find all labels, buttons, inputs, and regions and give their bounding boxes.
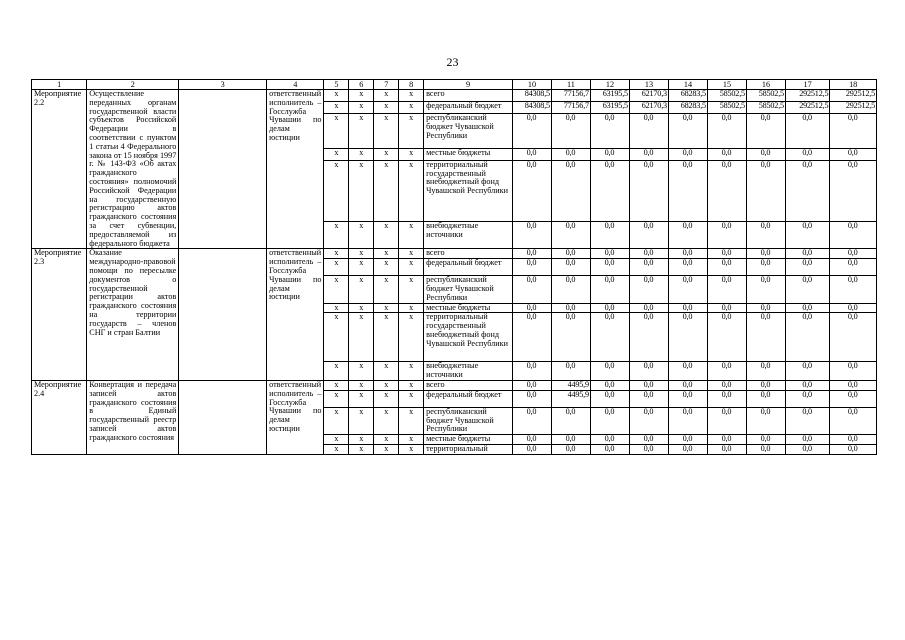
funding-value: 0,0: [785, 160, 829, 221]
code-x-cell: x: [399, 380, 424, 390]
code-x-cell: x: [324, 90, 349, 102]
header-col-number: 14: [668, 80, 707, 90]
funding-value: 0,0: [830, 303, 877, 313]
funding-value: 0,0: [707, 249, 746, 259]
funding-value: 0,0: [746, 362, 785, 381]
code-x-cell: x: [349, 276, 374, 303]
funding-value: 58502,5: [746, 102, 785, 114]
funding-source: территориальный государственный внебюджетный фонд Чувашской Республики: [424, 313, 513, 362]
funding-value: 0,0: [668, 380, 707, 390]
funding-value: 0,0: [707, 303, 746, 313]
funding-value: 0,0: [629, 114, 668, 148]
funding-value: 0,0: [590, 276, 629, 303]
funding-value: 0,0: [512, 362, 551, 381]
activity-col3: [179, 249, 267, 381]
funding-value: 0,0: [830, 114, 877, 148]
code-x-cell: x: [324, 303, 349, 313]
funding-value: 63195,5: [590, 90, 629, 102]
funding-value: 0,0: [551, 407, 590, 434]
code-x-cell: x: [374, 390, 399, 407]
code-x-cell: x: [349, 102, 374, 114]
funding-value: 0,0: [512, 303, 551, 313]
funding-value: 0,0: [551, 435, 590, 445]
funding-value: 0,0: [629, 407, 668, 434]
funding-value: 0,0: [629, 390, 668, 407]
funding-value: 58502,5: [746, 90, 785, 102]
funding-value: 0,0: [512, 148, 551, 160]
funding-value: 0,0: [629, 259, 668, 276]
header-col-number: 8: [399, 80, 424, 90]
funding-value: 0,0: [830, 221, 877, 249]
code-x-cell: x: [324, 160, 349, 221]
funding-value: 0,0: [746, 114, 785, 148]
funding-value: 0,0: [830, 148, 877, 160]
funding-source: местные бюджеты: [424, 148, 513, 160]
funding-value: 0,0: [785, 276, 829, 303]
funding-value: 0,0: [512, 380, 551, 390]
funding-value: 68283,5: [668, 90, 707, 102]
funding-value: 0,0: [512, 276, 551, 303]
funding-value: 0,0: [830, 276, 877, 303]
funding-value: 0,0: [707, 390, 746, 407]
funding-source: федеральный бюджет: [424, 259, 513, 276]
code-x-cell: x: [399, 313, 424, 362]
funding-value: 0,0: [746, 444, 785, 454]
funding-value: 0,0: [668, 160, 707, 221]
funding-value: 0,0: [512, 390, 551, 407]
table-row: [32, 90, 877, 102]
funding-value: 0,0: [512, 114, 551, 148]
funding-value: 0,0: [551, 148, 590, 160]
funding-value: 0,0: [830, 380, 877, 390]
funding-value: 0,0: [830, 249, 877, 259]
funding-value: 0,0: [668, 148, 707, 160]
code-x-cell: x: [349, 380, 374, 390]
code-x-cell: x: [324, 221, 349, 249]
header-col-number: 4: [267, 80, 324, 90]
activity-description: Конвертация и передача записей актов гражданского состояния в Единый государственный реестр записей актов гражданского состояния: [87, 380, 179, 454]
funding-value: 0,0: [707, 313, 746, 362]
responsible-executor: ответственный исполнитель – Госслужба Чувашии по делам юстиции: [267, 380, 324, 454]
table-row: [32, 380, 877, 390]
code-x-cell: x: [374, 249, 399, 259]
activity-col3: [179, 380, 267, 454]
header-col-number: 12: [590, 80, 629, 90]
funding-value: 0,0: [629, 221, 668, 249]
code-x-cell: x: [349, 303, 374, 313]
funding-value: 58502,5: [707, 90, 746, 102]
code-x-cell: x: [324, 249, 349, 259]
code-x-cell: x: [374, 303, 399, 313]
header-col-number: 18: [830, 80, 877, 90]
funding-value: 0,0: [629, 444, 668, 454]
funding-value: 0,0: [629, 435, 668, 445]
funding-value: 0,0: [668, 435, 707, 445]
code-x-cell: x: [374, 313, 399, 362]
funding-value: 0,0: [551, 259, 590, 276]
funding-value: 0,0: [629, 362, 668, 381]
header-col-number: 15: [707, 80, 746, 90]
funding-value: 0,0: [746, 160, 785, 221]
funding-value: 0,0: [512, 407, 551, 434]
code-x-cell: x: [399, 444, 424, 454]
funding-value: 0,0: [785, 249, 829, 259]
funding-value: 0,0: [590, 407, 629, 434]
funding-value: 0,0: [629, 160, 668, 221]
code-x-cell: x: [349, 90, 374, 102]
funding-value: 0,0: [629, 148, 668, 160]
funding-value: 0,0: [746, 259, 785, 276]
code-x-cell: x: [349, 313, 374, 362]
code-x-cell: x: [399, 303, 424, 313]
funding-value: 0,0: [551, 221, 590, 249]
funding-value: 0,0: [629, 249, 668, 259]
code-x-cell: x: [374, 102, 399, 114]
funding-value: 0,0: [830, 259, 877, 276]
code-x-cell: x: [324, 444, 349, 454]
funding-value: 0,0: [830, 313, 877, 362]
code-x-cell: x: [374, 435, 399, 445]
code-x-cell: x: [374, 148, 399, 160]
funding-value: 0,0: [512, 221, 551, 249]
funding-value: 0,0: [830, 435, 877, 445]
funding-value: 0,0: [785, 444, 829, 454]
funding-value: 0,0: [707, 259, 746, 276]
funding-value: 0,0: [512, 249, 551, 259]
funding-value: 0,0: [746, 407, 785, 434]
funding-value: 0,0: [668, 444, 707, 454]
activity-code: Мероприятие 2.4: [32, 380, 87, 454]
code-x-cell: x: [399, 90, 424, 102]
code-x-cell: x: [374, 362, 399, 381]
funding-source: территориальный государственный внебюджетный фонд Чувашской Республики: [424, 160, 513, 221]
funding-value: 0,0: [668, 259, 707, 276]
activity-description: Оказание международно-правовой помощи по пересылке документов о государственной регистрации актов гражданского состояния на территории государств – членов СНГ и стран Балтии: [87, 249, 179, 381]
header-col-number: 17: [785, 80, 829, 90]
code-x-cell: x: [399, 221, 424, 249]
funding-value: 0,0: [512, 160, 551, 221]
code-x-cell: x: [324, 362, 349, 381]
funding-value: 0,0: [668, 114, 707, 148]
funding-value: 292512,5: [785, 90, 829, 102]
funding-source: внебюджетные источники: [424, 221, 513, 249]
funding-value: 0,0: [590, 221, 629, 249]
funding-value: 0,0: [551, 444, 590, 454]
funding-source: местные бюджеты: [424, 435, 513, 445]
funding-value: 0,0: [707, 380, 746, 390]
funding-value: 0,0: [629, 276, 668, 303]
funding-value: 4495,9: [551, 390, 590, 407]
funding-value: 0,0: [590, 313, 629, 362]
funding-value: 0,0: [629, 313, 668, 362]
code-x-cell: x: [324, 276, 349, 303]
code-x-cell: x: [349, 407, 374, 434]
funding-value: 0,0: [668, 407, 707, 434]
funding-value: 0,0: [707, 221, 746, 249]
funding-value: 63195,5: [590, 102, 629, 114]
header-col-number: 10: [512, 80, 551, 90]
funding-source: федеральный бюджет: [424, 390, 513, 407]
code-x-cell: x: [324, 390, 349, 407]
funding-value: 0,0: [707, 148, 746, 160]
header-col-number: 3: [179, 80, 267, 90]
funding-value: 0,0: [668, 313, 707, 362]
funding-value: 0,0: [551, 160, 590, 221]
funding-source: внебюджетные источники: [424, 362, 513, 381]
funding-value: 0,0: [746, 148, 785, 160]
header-col-number: 5: [324, 80, 349, 90]
funding-value: 0,0: [551, 362, 590, 381]
code-x-cell: x: [374, 114, 399, 148]
funding-value: 0,0: [668, 303, 707, 313]
code-x-cell: x: [324, 435, 349, 445]
funding-value: 0,0: [785, 221, 829, 249]
funding-value: 0,0: [785, 303, 829, 313]
funding-value: 0,0: [785, 148, 829, 160]
funding-value: 0,0: [668, 276, 707, 303]
funding-value: 0,0: [830, 390, 877, 407]
funding-value: 0,0: [707, 407, 746, 434]
funding-source: территориальный: [424, 444, 513, 454]
funding-value: 0,0: [590, 148, 629, 160]
code-x-cell: x: [349, 259, 374, 276]
funding-value: 0,0: [746, 390, 785, 407]
funding-value: 0,0: [668, 249, 707, 259]
funding-value: 84308,5: [512, 90, 551, 102]
funding-value: 0,0: [785, 407, 829, 434]
header-col-number: 7: [374, 80, 399, 90]
funding-source: местные бюджеты: [424, 303, 513, 313]
code-x-cell: x: [399, 259, 424, 276]
code-x-cell: x: [349, 362, 374, 381]
funding-value: 0,0: [551, 313, 590, 362]
funding-value: 62170,3: [629, 90, 668, 102]
funding-value: 0,0: [668, 362, 707, 381]
responsible-executor: ответственный исполнитель – Госслужба Чувашии по делам юстиции: [267, 249, 324, 381]
code-x-cell: x: [374, 276, 399, 303]
funding-source: республиканский бюджет Чувашской Республики: [424, 407, 513, 434]
funding-value: 0,0: [746, 249, 785, 259]
funding-value: 0,0: [707, 114, 746, 148]
funding-value: 0,0: [746, 435, 785, 445]
funding-value: 0,0: [707, 444, 746, 454]
funding-value: 0,0: [590, 114, 629, 148]
code-x-cell: x: [399, 390, 424, 407]
header-row: [32, 80, 877, 90]
code-x-cell: x: [374, 90, 399, 102]
table-row: [32, 249, 877, 259]
funding-value: 0,0: [590, 444, 629, 454]
funding-value: 0,0: [590, 362, 629, 381]
funding-value: 0,0: [590, 249, 629, 259]
activity-col3: [179, 90, 267, 249]
funding-value: 0,0: [629, 303, 668, 313]
funding-value: 77156,7: [551, 102, 590, 114]
funding-value: 0,0: [746, 276, 785, 303]
page-number: 23: [446, 55, 459, 69]
code-x-cell: x: [349, 114, 374, 148]
funding-value: 0,0: [551, 276, 590, 303]
code-x-cell: x: [399, 160, 424, 221]
funding-source: всего: [424, 380, 513, 390]
code-x-cell: x: [399, 114, 424, 148]
funding-value: 0,0: [512, 313, 551, 362]
funding-value: 0,0: [590, 390, 629, 407]
funding-value: 0,0: [590, 435, 629, 445]
code-x-cell: x: [374, 407, 399, 434]
funding-value: 62170,3: [629, 102, 668, 114]
code-x-cell: x: [374, 259, 399, 276]
header-col-number: 13: [629, 80, 668, 90]
header-col-number: 1: [32, 80, 87, 90]
code-x-cell: x: [349, 444, 374, 454]
funding-value: 0,0: [785, 390, 829, 407]
funding-value: 0,0: [551, 303, 590, 313]
funding-value: 0,0: [707, 160, 746, 221]
code-x-cell: x: [399, 407, 424, 434]
funding-value: 0,0: [590, 303, 629, 313]
funding-value: 0,0: [785, 435, 829, 445]
funding-value: 0,0: [512, 259, 551, 276]
funding-source: республиканский бюджет Чувашской Республики: [424, 276, 513, 303]
code-x-cell: x: [324, 148, 349, 160]
code-x-cell: x: [374, 221, 399, 249]
funding-value: 0,0: [830, 160, 877, 221]
code-x-cell: x: [399, 276, 424, 303]
funding-value: 0,0: [785, 380, 829, 390]
code-x-cell: x: [399, 362, 424, 381]
header-col-number: 2: [87, 80, 179, 90]
code-x-cell: x: [324, 259, 349, 276]
funding-value: 58502,5: [707, 102, 746, 114]
code-x-cell: x: [349, 160, 374, 221]
funding-value: 0,0: [590, 380, 629, 390]
header-col-number: 9: [424, 80, 513, 90]
code-x-cell: x: [324, 313, 349, 362]
budget-table: [31, 79, 877, 455]
code-x-cell: x: [374, 380, 399, 390]
code-x-cell: x: [324, 380, 349, 390]
code-x-cell: x: [399, 102, 424, 114]
code-x-cell: x: [399, 435, 424, 445]
activity-description: Осуществление переданных органам государственной власти субъектов Российской Федерации в соответствии с пунктом 1 статьи 4 Федерального закона от 15 ноября 1997 г. № 143-ФЗ «Об актах гражданского состояния» полномочий Российской Федерации на государственную регистрацию актов гражданского состояния за счет субвенции, предоставляемой из федерального бюджета: [87, 90, 179, 249]
funding-source: всего: [424, 249, 513, 259]
code-x-cell: x: [349, 249, 374, 259]
funding-value: 0,0: [746, 313, 785, 362]
funding-value: 0,0: [707, 362, 746, 381]
header-col-number: 11: [551, 80, 590, 90]
funding-value: 292512,5: [830, 102, 877, 114]
code-x-cell: x: [349, 148, 374, 160]
funding-value: 0,0: [785, 362, 829, 381]
funding-value: 292512,5: [830, 90, 877, 102]
funding-value: 0,0: [707, 276, 746, 303]
funding-value: 0,0: [512, 444, 551, 454]
code-x-cell: x: [324, 114, 349, 148]
funding-source: всего: [424, 90, 513, 102]
responsible-executor: ответственный исполнитель – Госслужба Чувашии по делам юстиции: [267, 90, 324, 249]
funding-source: федеральный бюджет: [424, 102, 513, 114]
funding-value: 0,0: [590, 259, 629, 276]
funding-value: 292512,5: [785, 102, 829, 114]
funding-value: 0,0: [668, 221, 707, 249]
funding-source: республиканский бюджет Чувашской Республики: [424, 114, 513, 148]
activity-code: Мероприятие 2.2: [32, 90, 87, 249]
funding-value: 0,0: [785, 313, 829, 362]
funding-value: 0,0: [551, 249, 590, 259]
activity-code: Мероприятие 2.3: [32, 249, 87, 381]
funding-value: 84308,5: [512, 102, 551, 114]
funding-value: 0,0: [512, 435, 551, 445]
code-x-cell: x: [324, 102, 349, 114]
funding-value: 0,0: [785, 114, 829, 148]
funding-value: 0,0: [785, 259, 829, 276]
funding-value: 0,0: [551, 114, 590, 148]
funding-value: 0,0: [590, 160, 629, 221]
funding-value: 0,0: [830, 407, 877, 434]
code-x-cell: x: [399, 148, 424, 160]
funding-value: 0,0: [746, 380, 785, 390]
code-x-cell: x: [374, 444, 399, 454]
code-x-cell: x: [349, 390, 374, 407]
funding-value: 0,0: [746, 303, 785, 313]
code-x-cell: x: [324, 407, 349, 434]
funding-value: 0,0: [629, 380, 668, 390]
funding-value: 4495,9: [551, 380, 590, 390]
funding-value: 68283,5: [668, 102, 707, 114]
funding-value: 0,0: [707, 435, 746, 445]
code-x-cell: x: [374, 160, 399, 221]
funding-value: 0,0: [746, 221, 785, 249]
header-col-number: 16: [746, 80, 785, 90]
code-x-cell: x: [349, 435, 374, 445]
code-x-cell: x: [349, 221, 374, 249]
code-x-cell: x: [399, 249, 424, 259]
funding-value: 0,0: [830, 444, 877, 454]
funding-value: 0,0: [668, 390, 707, 407]
header-col-number: 6: [349, 80, 374, 90]
funding-value: 77156,7: [551, 90, 590, 102]
funding-value: 0,0: [830, 362, 877, 381]
